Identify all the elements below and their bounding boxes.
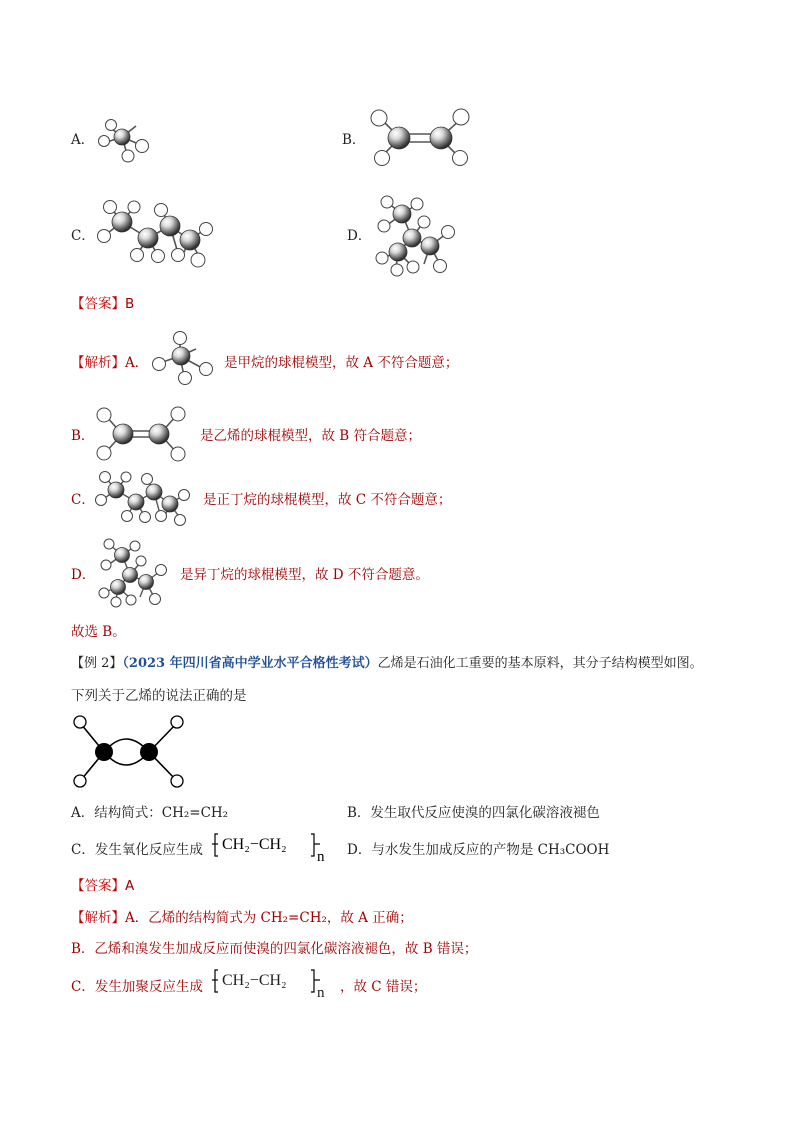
- q2-analysis-tag: 【解析】: [71, 910, 125, 926]
- answer-value: B: [125, 296, 135, 312]
- q2-stem-text: 乙烯是石油化工重要的基本原料，其分子结构模型如图。: [377, 656, 703, 671]
- analysis-a-text: 是甲烷的球棍模型，故 A 不符合题意；: [224, 355, 459, 371]
- q2-option-a-label: A．: [71, 805, 95, 821]
- option-d-label: D．: [347, 228, 372, 244]
- q2-answer-value: A: [125, 878, 135, 894]
- q2-option-d-text: 与水发生加成反应的产物是 CH₃COOH: [371, 842, 610, 858]
- polymer-unit-analysis: CH₂−CH₂: [222, 972, 287, 989]
- methane-model-analysis: [150, 332, 216, 386]
- q2-option-b: [347, 805, 600, 821]
- polyethylene-formula-analysis-c: [210, 966, 336, 1000]
- q2-analysis-b-label: B．: [71, 941, 95, 957]
- polymer-n-analysis: n: [317, 985, 325, 1001]
- n-butane-model-option-c: [94, 198, 218, 270]
- n-butane-model-analysis: [94, 470, 194, 526]
- q2-option-b-text: 发生取代反应使溴的四氯化碳溶液褪色: [370, 805, 600, 821]
- isobutane-model-option-d: [372, 194, 462, 278]
- analysis-c-text: 是正丁烷的球棍模型，故 C 不符合题意；: [203, 492, 452, 508]
- analysis-b-label: B．: [71, 428, 95, 444]
- q2-analysis-c-tail: ，故 C 错误；: [340, 979, 427, 995]
- exam-source: （2023 年四川省高中学业水平合格性考试）: [122, 656, 378, 671]
- option-a-label: A．: [71, 132, 95, 148]
- q2-analysis-a-label: A．: [125, 910, 149, 926]
- q1-analysis-a: [71, 355, 148, 371]
- q2-analysis-b-text: 乙烯和溴发生加成反应而使溴的四氯化碳溶液褪色，故 B 错误；: [94, 941, 478, 957]
- ethylene-structure-diagram: [70, 712, 190, 792]
- q1-conclusion: 故选 B。: [71, 624, 126, 640]
- q2-analysis-c-label: C．: [71, 979, 95, 995]
- analysis-b-text: 是乙烯的球棍模型，故 B 符合题意；: [200, 428, 422, 444]
- analysis-d-text: 是异丁烷的球棍模型，故 D 不符合题意。: [180, 567, 429, 583]
- q2-stem: [71, 656, 703, 672]
- analysis-c-label: C．: [71, 492, 95, 508]
- polymer-n-c: n: [317, 849, 325, 865]
- analysis-a-label: A．: [125, 355, 149, 371]
- q2-option-a: [71, 805, 228, 821]
- q2-option-d-label: D．: [347, 842, 372, 858]
- q2-option-c: [71, 842, 203, 858]
- q2-analysis-b: [71, 941, 477, 957]
- q2-option-d: [347, 842, 609, 858]
- q2-analysis-a: [71, 910, 413, 926]
- q2-analysis-c: [71, 979, 203, 995]
- option-b-label: B．: [342, 132, 366, 148]
- q2-analysis-a-text: 乙烯的结构简式为 CH₂=CH₂，故 A 正确；: [148, 910, 413, 926]
- example-tag: 【例 2】: [71, 656, 123, 671]
- answer-tag: 【答案】: [71, 296, 125, 312]
- q1-answer: [71, 296, 134, 312]
- analysis-d-label: D．: [71, 567, 96, 583]
- isobutane-model-analysis: [96, 538, 172, 608]
- polymer-unit-c: CH₂−CH₂: [222, 836, 287, 853]
- q2-answer: [71, 878, 134, 894]
- q2-option-b-label: B．: [347, 805, 371, 821]
- option-c-label: C．: [71, 228, 95, 244]
- q2-option-c-label: C．: [71, 842, 95, 858]
- q2-stem-line2: 下列关于乙烯的说法正确的是: [71, 688, 247, 704]
- q2-option-c-text: 发生氧化反应生成: [94, 842, 203, 858]
- q2-option-a-text: 结构简式：CH₂=CH₂: [94, 805, 229, 821]
- q2-analysis-c-text: 发生加聚反应生成: [94, 979, 203, 995]
- ethylene-model-option-b: [368, 106, 472, 170]
- methane-model-option-a: [96, 116, 156, 164]
- analysis-tag: 【解析】: [71, 355, 125, 371]
- ethylene-model-analysis: [92, 404, 192, 466]
- polyethylene-formula-option-c: [210, 830, 336, 864]
- q2-answer-tag: 【答案】: [71, 878, 125, 894]
